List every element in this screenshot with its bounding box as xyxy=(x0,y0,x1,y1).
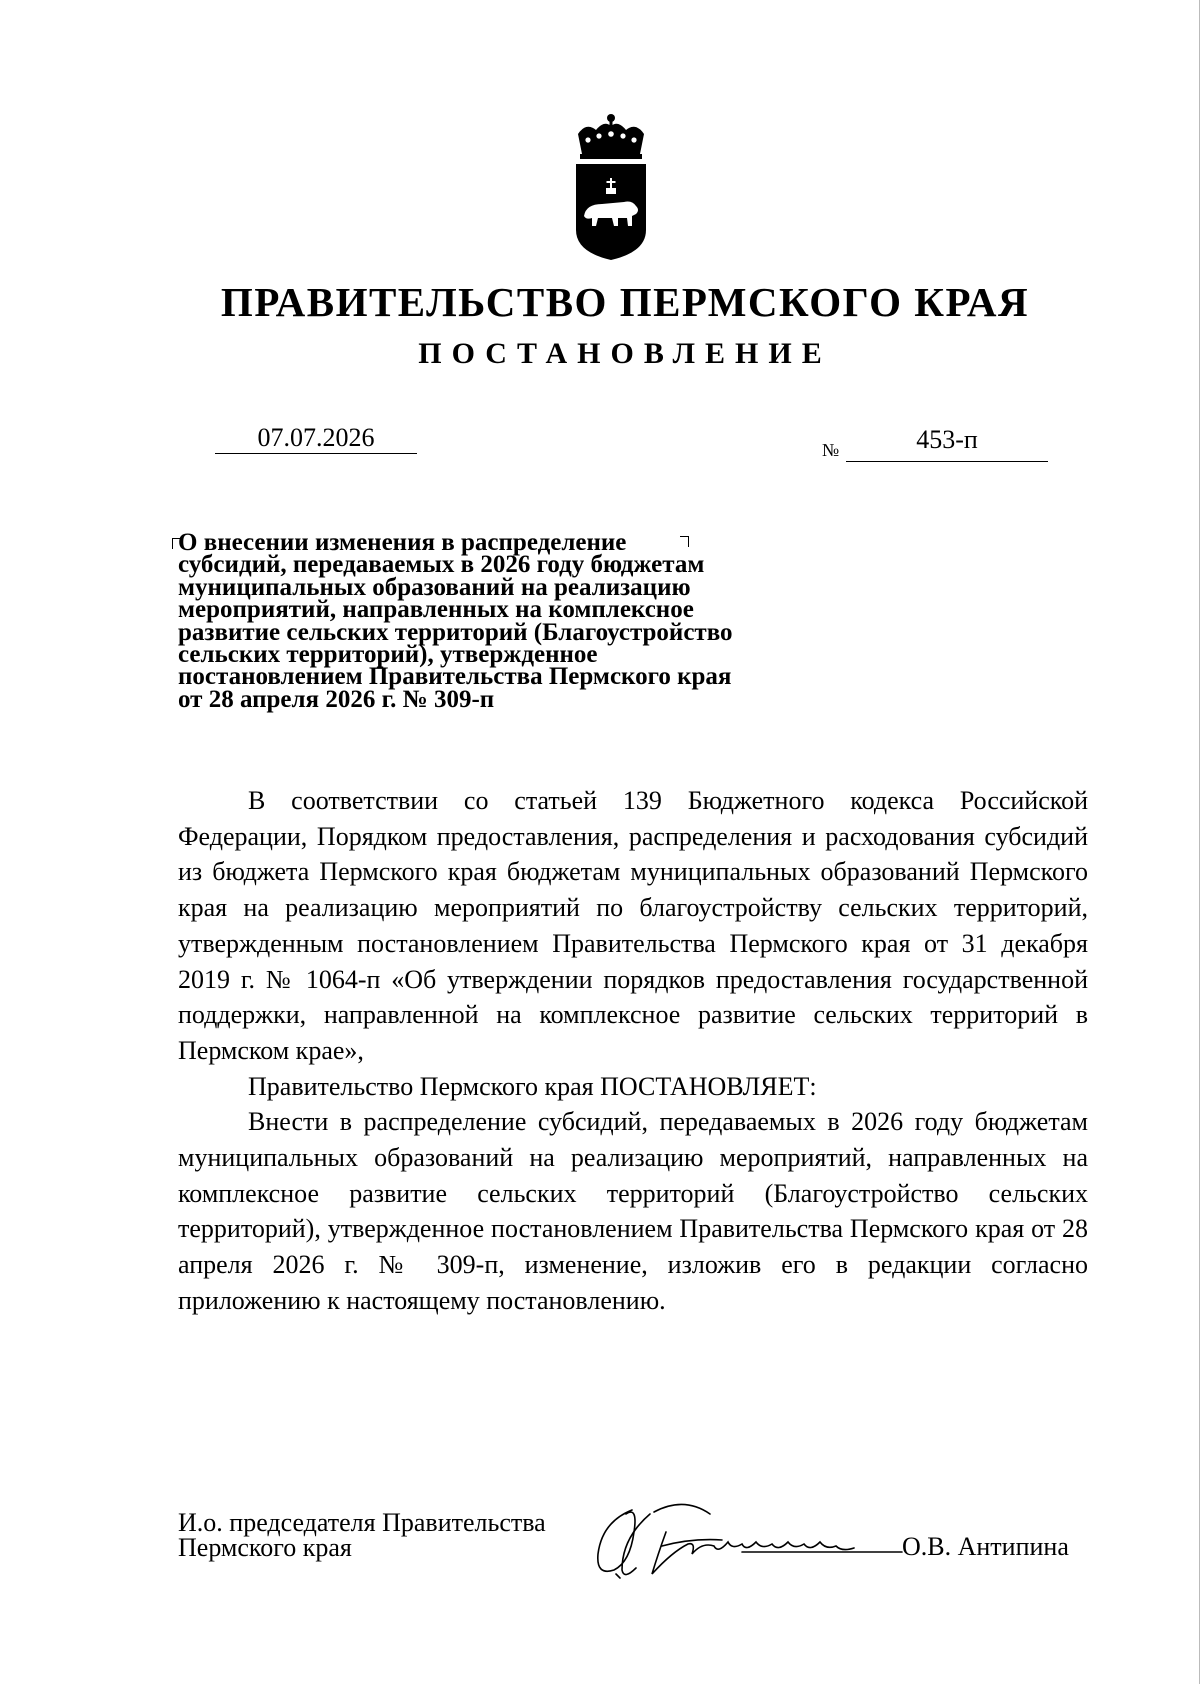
document-body xyxy=(178,783,1088,1319)
subject-line: субсидий, передаваемых в 2026 году бюджетам xyxy=(178,551,705,579)
handwritten-signature xyxy=(592,1492,914,1580)
number-label: № xyxy=(822,440,840,460)
preamble-paragraph: В соответствии со статьей 139 Бюджетного кодекса Российской Федерации, Порядком предоставления, распределения и расходования субсидий из бюджета Пермского края бюджетам муниципальных образований Пермского края на реализацию мероприятий по благоустройству сельских территорий, утвержденным постановлением Правительства Пермского края от 31 декабря 2019 г. № 1064-п «Об утверждении порядков предоставления государственной поддержки, направленной на комплексное развитие сельских территорий в Пермском крае», xyxy=(178,786,1088,1065)
document-date: 07.07.2026 xyxy=(257,423,375,452)
decree-statement: Правительство Пермского края ПОСТАНОВЛЯЕТ: xyxy=(248,1071,817,1101)
subject-line: сельских территорий), утвержденное xyxy=(178,641,598,669)
number-underline xyxy=(846,461,1048,462)
document-subject xyxy=(178,529,818,713)
subject-line: развитие сельских территорий (Благоустройство xyxy=(178,618,733,646)
document-number: 453-п xyxy=(916,425,978,454)
signatory-position xyxy=(178,1510,546,1560)
signatory-name: О.В. Антипина xyxy=(902,1532,1069,1561)
subject-line: от 28 апреля 2026 г. № 309-п xyxy=(178,685,495,713)
position-line: И.о. председателя Правительства xyxy=(178,1508,546,1537)
subject-line: муниципальных образований на реализацию xyxy=(178,573,691,601)
organization-title: ПРАВИТЕЛЬСТВО ПЕРМСКОГО КРАЯ xyxy=(220,279,1030,325)
subject-line: мероприятий, направленных на комплексное xyxy=(178,596,694,624)
subject-line: постановлением Правительства Пермского края xyxy=(178,663,732,691)
coat-of-arms-icon xyxy=(566,112,656,262)
document-type: ПОСТАНОВЛЕНИЕ xyxy=(418,337,832,370)
position-line: Пермского края xyxy=(178,1533,352,1562)
subject-line: О внесении изменения в распределение xyxy=(178,529,627,556)
operative-paragraph: Внести в распределение субсидий, передаваемых в 2026 году бюджетам муниципальных образований на реализацию мероприятий, направленных на комплексное развитие сельских территорий (Благоустройство сельских территорий), утвержденное постановлением Правительства Пермского края от 28 апреля 2026 г. № 309-п, изменение, изложив его в редакции согласно приложению к настоящему постановлению. xyxy=(178,1107,1088,1315)
date-underline xyxy=(215,453,417,454)
